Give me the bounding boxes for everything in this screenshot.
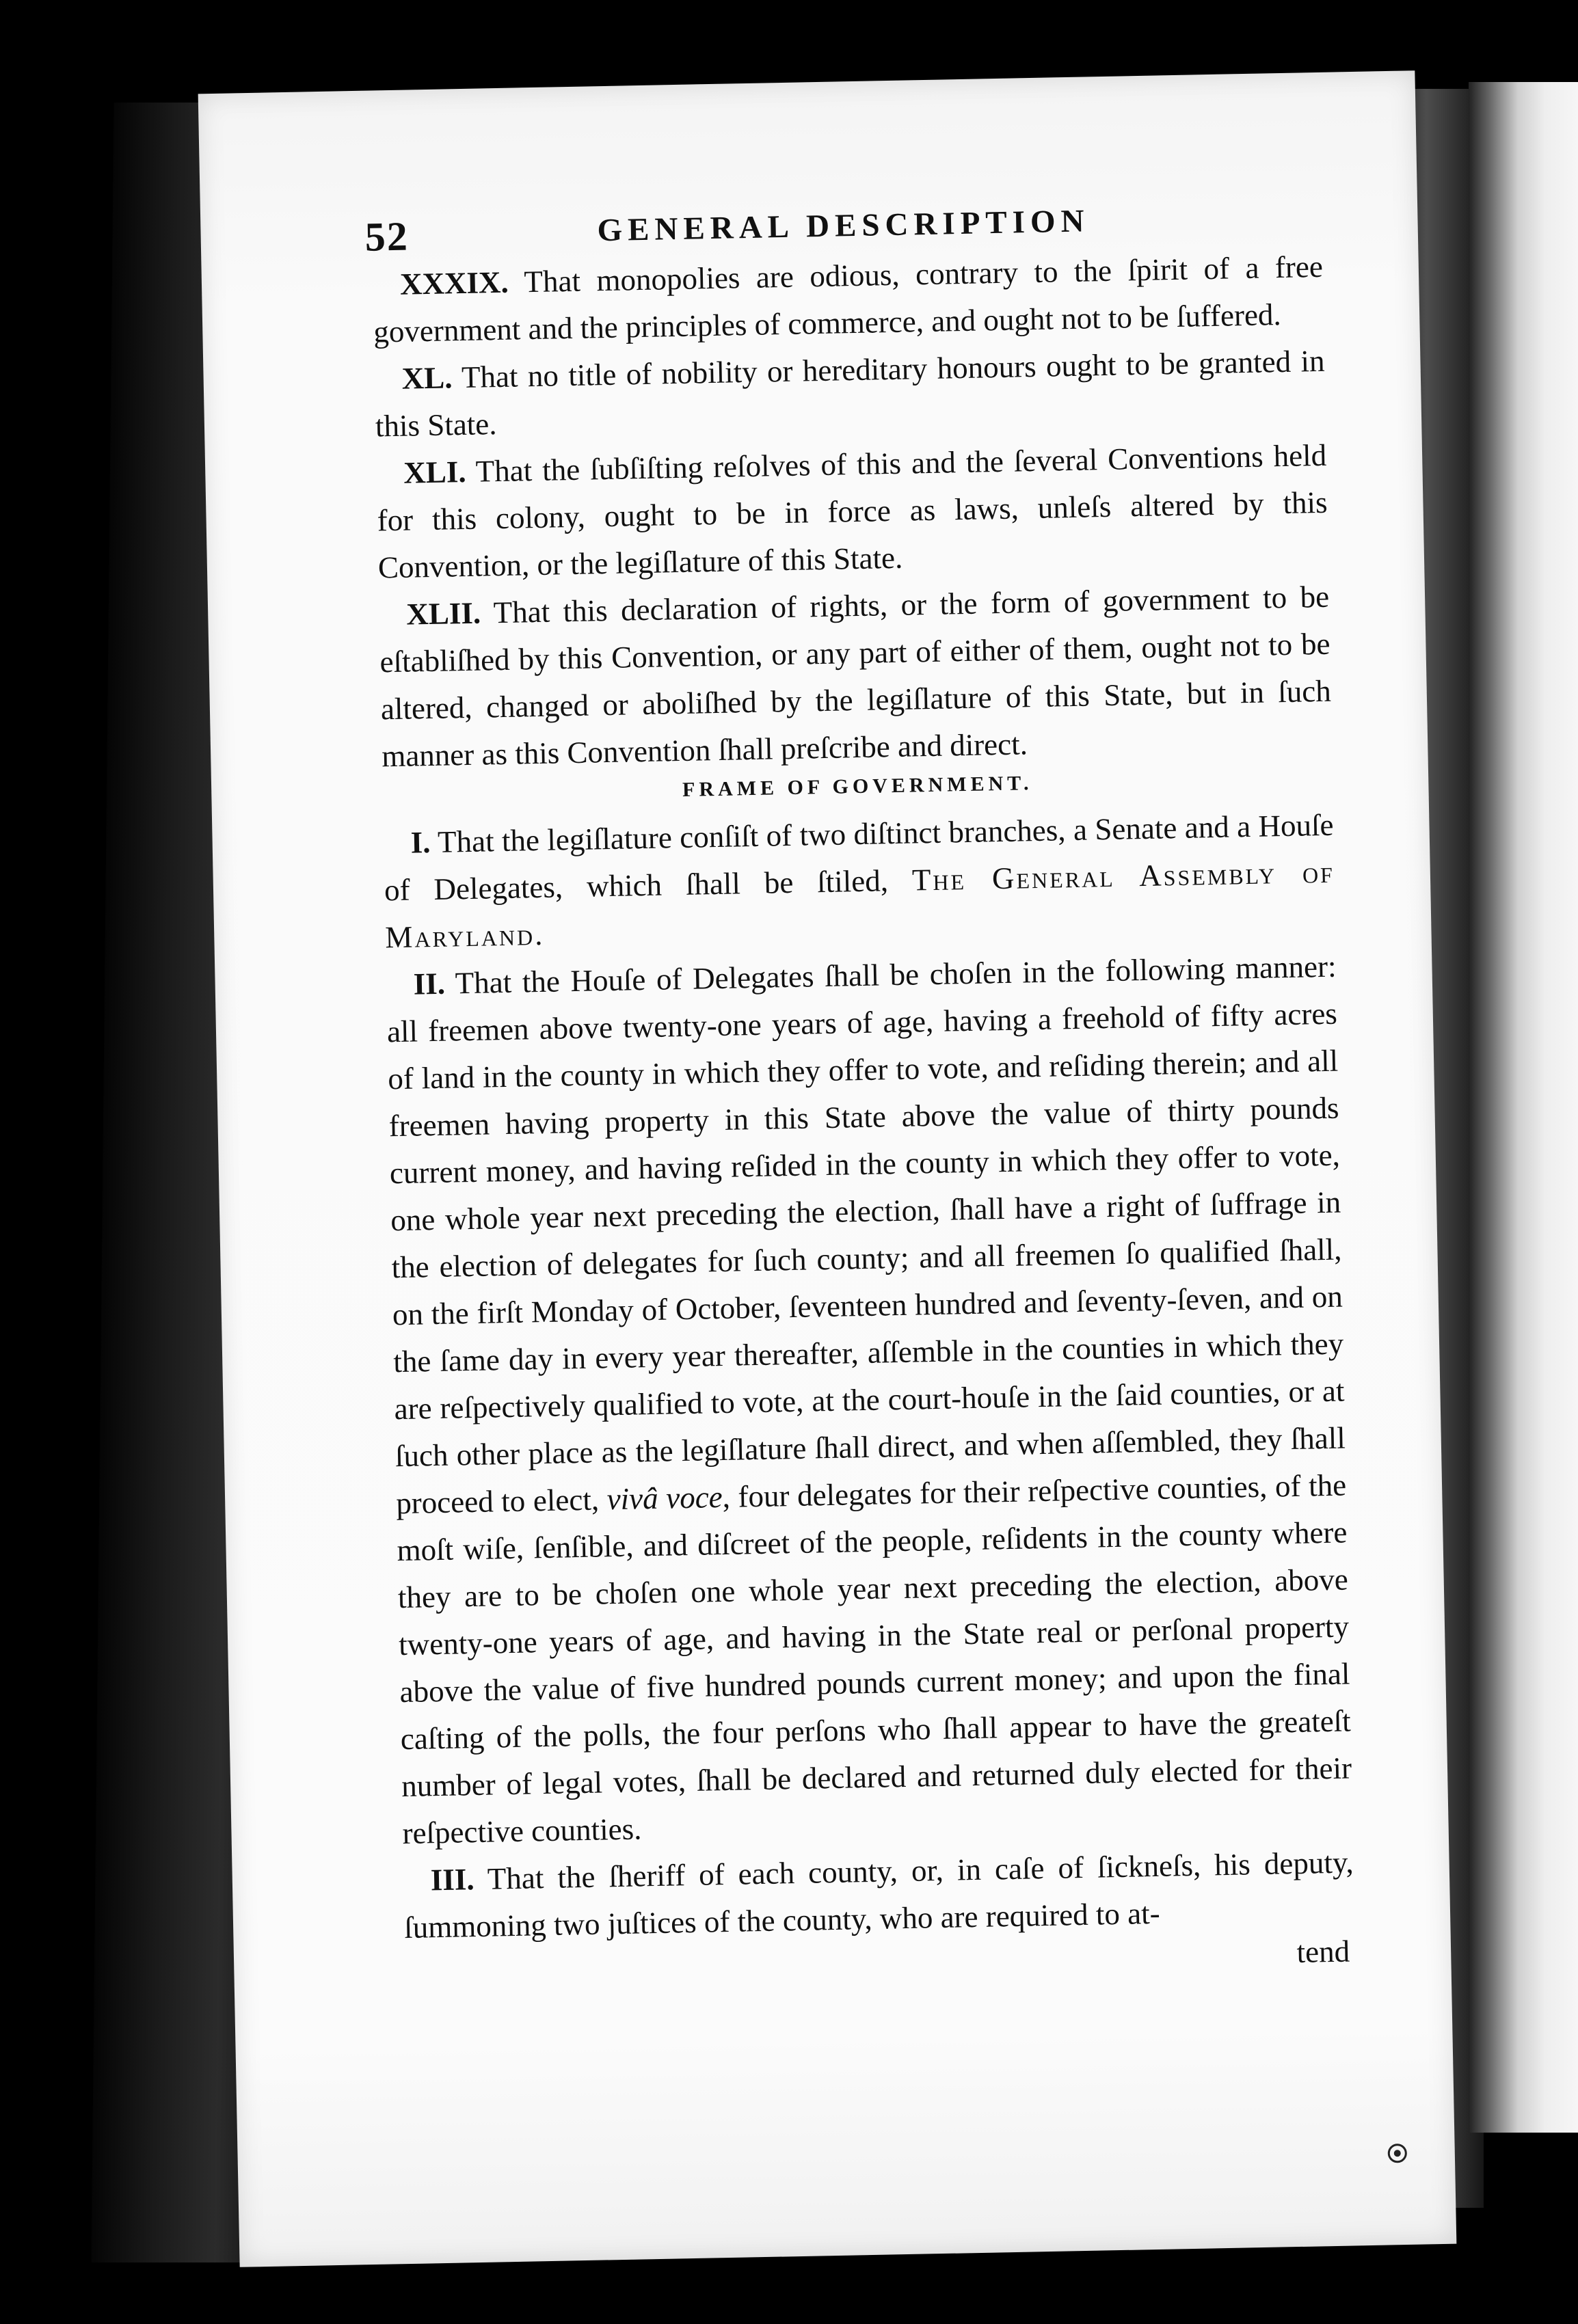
frame-article-ii: [386, 943, 1353, 1857]
article-numeral: I.: [410, 825, 431, 860]
article-numeral: XLI.: [403, 454, 467, 490]
article-text: That no title of nobility or hereditary honours ought to be granted in this State.: [375, 343, 1325, 444]
article-text-continued: , four delegates for their reſpective counties, of the moſt wiſe, ſenſible, and diſcreet of the people, reſidents in the county where they are to be choſen one whole year next preceding the election, above twenty-one years of age, and having in the State real or perſonal property above the value of five hundred pounds current money; and upon the final caſting of the polls, the four perſons who ſhall appear to have the greateſt number of legal votes, ſhall be declared and returned duly elected for their reſpective counties.: [397, 1468, 1352, 1851]
article-text: That the Houſe of Delegates ſhall be choſen in the following manner: all freemen above twenty-one years of age, having a freehold of fifty acres of land in the county in which they offer to vote, and reſiding therein; and all freemen having property in this State above the value of thirty pounds current money, and having reſided in the county in which they offer to vote, one whole year next preceding the election, ſhall have a right of ſuffrage in the election of delegates for ſuch county; and all freemen ſo qualified ſhall, on the firſt Monday of October, ſeventeen hundred and ſeventy-ſeven, and on the ſame day in every year thereafter, aſſemble in the counties in which they are reſpectively qualified to vote, at the court-houſe in the ſaid counties, or at ſuch other place as the legiſlature ſhall direct, and when aſſembled, they ſhall proceed to elect,: [386, 949, 1346, 1521]
page-content: [364, 189, 1356, 1990]
article-xli: [376, 432, 1329, 592]
assembly-name: The General Assembly of Maryland: [384, 854, 1335, 955]
article-text: That the ſheriff of each county, or, in caſe of ſickneſs, his deputy, ſummoning two juſtices of the county, who are required to at-: [403, 1845, 1354, 1945]
article-numeral: III.: [430, 1862, 475, 1897]
page-number: 52: [364, 213, 410, 260]
article-text: That this declaration of rights, or the form of government to be eſtabliſhed by this Convention, or any part of either of them, ought not to be altered, changed or aboliſhed by the legiſlature of this State, but in ſuch manner as this Convention ſhall preſcribe and direct.: [379, 579, 1332, 774]
article-text: That the ſubſiſting reſolves of this and the ſeveral Conventions held for this colony, ought to be in force as laws, unleſs altered by this Convention, or the legiſlature of this State.: [377, 437, 1328, 585]
section-heading: FRAME OF GOVERNMENT.: [682, 772, 1033, 801]
frame-article-i: [383, 802, 1336, 962]
body-text: [372, 243, 1355, 1990]
article-numeral: XXXIX.: [399, 265, 509, 301]
article-numeral: II.: [413, 966, 446, 1001]
printer-mark-icon: [1388, 2144, 1408, 2163]
article-xl: [374, 338, 1326, 450]
book-page: [198, 70, 1457, 2267]
running-title: GENERAL DESCRIPTION: [597, 203, 1090, 249]
catchword: tend: [1296, 1934, 1350, 1970]
latin-phrase: vivâ voce: [606, 1480, 723, 1517]
article-text: That the legiſlature conſiſt of two diſtinct branches, a Senate and a Houſe of Delegates, which ſhall be ſtiled,: [384, 807, 1334, 908]
article-xlii: [379, 573, 1333, 781]
article-xxxix: [372, 243, 1324, 356]
next-page-edge: [1469, 82, 1578, 2133]
article-numeral: XL.: [401, 360, 453, 396]
article-numeral: XLII.: [405, 595, 481, 632]
article-end: .: [534, 917, 543, 952]
article-text: That monopolies are odious, contrary to the ſpirit of a free government and the principles of commerce, and ought not to be ſuffered.: [373, 249, 1324, 349]
